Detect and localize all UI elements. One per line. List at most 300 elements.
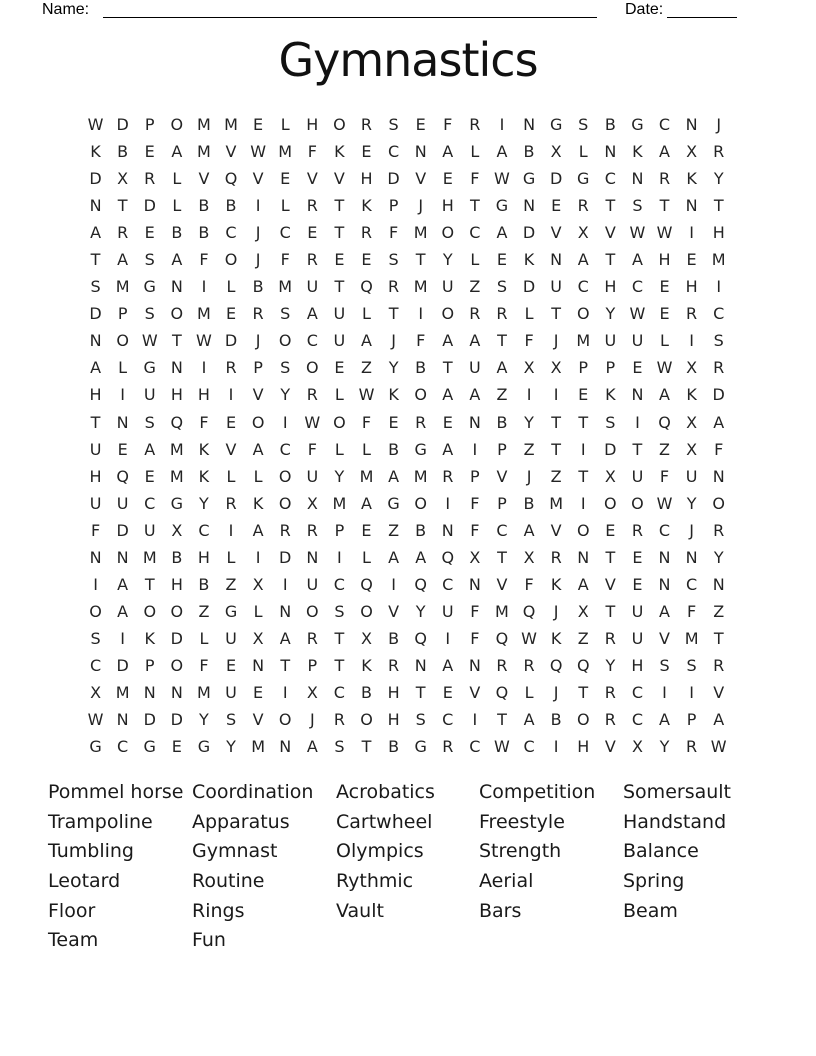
grid-cell: Q [414, 574, 427, 594]
grid-cell: E [659, 304, 670, 324]
grid-cell: E [442, 412, 453, 432]
grid-cell: F [90, 520, 101, 540]
grid-cell: C [333, 574, 345, 594]
grid-cell: X [550, 358, 562, 378]
grid-cell: O [576, 710, 590, 730]
grid-cell: X [577, 223, 589, 243]
grid-cell: D [170, 710, 183, 730]
grid-cell: O [278, 493, 292, 513]
word-list-column [192, 778, 313, 956]
grid-cell: L [470, 142, 480, 162]
grid-cell: A [469, 331, 481, 351]
word-list-item: Rythmic [336, 870, 414, 893]
grid-cell: I [282, 412, 288, 432]
grid-cell: C [387, 142, 400, 162]
grid-cell: G [143, 358, 156, 378]
grid-cell: L [199, 628, 209, 648]
grid-cell: B [171, 547, 183, 567]
grid-cell: R [550, 547, 562, 567]
puzzle-title: Gymnastics [278, 33, 538, 87]
grid-cell: P [144, 115, 155, 134]
grid-cell: R [442, 737, 454, 757]
grid-cell: G [577, 169, 590, 189]
grid-cell: G [170, 493, 184, 513]
grid-cell: S [605, 412, 616, 432]
grid-cell: F [199, 412, 209, 432]
grid-cell: I [282, 574, 288, 594]
grid-cell: N [685, 547, 698, 567]
grid-cell: S [334, 737, 345, 757]
grid-cell: N [116, 412, 129, 432]
grid-cell: H [387, 682, 400, 702]
grid-cell: Y [199, 493, 209, 513]
grid-cell: U [469, 358, 481, 378]
grid-cell: O [441, 304, 455, 324]
grid-cell: L [280, 196, 290, 216]
grid-cell: R [577, 196, 589, 216]
grid-cell: E [334, 250, 345, 270]
grid-cell: E [361, 520, 372, 540]
grid-cell: I [337, 547, 342, 567]
word-list-item: Leotard [48, 870, 121, 893]
grid-cell: O [116, 331, 129, 351]
grid-cell: B [198, 196, 210, 216]
grid-cell: A [279, 628, 291, 648]
grid-cell: K [550, 574, 562, 594]
grid-cell: K [198, 466, 210, 486]
grid-cell: L [524, 304, 534, 324]
grid-cell: W [656, 223, 673, 243]
grid-cell: G [197, 737, 211, 757]
grid-cell: T [90, 412, 101, 432]
grid-cell: N [170, 682, 183, 702]
grid-cell: X [171, 520, 183, 540]
grid-cell: E [171, 737, 182, 757]
grid-cell: U [225, 628, 237, 648]
word-list-column [623, 778, 731, 926]
grid-cell: J [689, 520, 694, 540]
grid-cell: R [496, 304, 508, 324]
grid-cell: F [714, 439, 724, 459]
grid-cell: N [170, 277, 183, 297]
grid-cell: B [415, 520, 427, 540]
grid-cell: T [334, 196, 345, 216]
grid-cell: E [632, 358, 643, 378]
grid-cell: T [497, 547, 507, 567]
grid-cell: W [656, 358, 673, 378]
grid-cell: I [228, 520, 234, 540]
grid-cell: F [470, 628, 480, 648]
grid-cell: L [334, 385, 344, 405]
grid-cell: C [442, 710, 454, 730]
grid-cell: L [172, 196, 182, 216]
grid-cell: U [143, 520, 156, 540]
grid-cell: X [523, 358, 535, 378]
grid-cell: A [90, 358, 102, 378]
grid-cell: Y [713, 547, 724, 567]
grid-cell: L [280, 115, 290, 134]
grid-cell: A [90, 223, 102, 243]
grid-cell: W [250, 142, 267, 162]
grid-cell: W [87, 115, 104, 134]
grid-cell: L [362, 547, 371, 567]
grid-cell: G [414, 439, 427, 459]
grid-cell: T [551, 412, 562, 432]
grid-cell: I [391, 574, 396, 594]
grid-cell: Y [199, 710, 209, 730]
grid-cell: D [522, 277, 536, 297]
grid-cell: A [713, 412, 725, 432]
grid-cell: M [142, 547, 157, 567]
grid-cell: O [604, 493, 617, 513]
grid-cell: T [713, 196, 724, 216]
grid-cell: B [252, 277, 264, 297]
grid-cell: X [306, 493, 318, 513]
grid-cell: S [713, 331, 724, 351]
grid-cell: V [496, 574, 508, 594]
grid-cell: G [495, 196, 509, 216]
grid-cell: N [604, 142, 617, 162]
grid-cell: I [282, 682, 288, 702]
grid-cell: R [604, 628, 616, 648]
grid-cell: W [521, 628, 537, 648]
grid-cell: Y [415, 601, 426, 621]
grid-cell: A [144, 439, 156, 459]
grid-cell: I [526, 385, 532, 405]
grid-cell: N [170, 358, 183, 378]
grid-cell: T [497, 331, 507, 351]
grid-cell: E [415, 115, 426, 134]
grid-cell: X [523, 547, 535, 567]
grid-cell: X [686, 358, 698, 378]
grid-cell: V [225, 142, 237, 162]
grid-cell: X [550, 142, 562, 162]
grid-cell: I [472, 710, 478, 730]
grid-cell: W [494, 737, 510, 757]
grid-cell: I [201, 277, 207, 297]
grid-cell: D [89, 169, 102, 189]
grid-cell: O [278, 466, 292, 486]
grid-cell: W [656, 493, 673, 513]
grid-cell: Z [523, 439, 535, 459]
grid-cell: R [306, 628, 318, 648]
grid-cell: L [524, 682, 534, 702]
grid-cell: C [144, 493, 156, 513]
grid-cell: D [224, 331, 238, 351]
grid-cell: X [252, 628, 264, 648]
grid-cell: D [522, 223, 536, 243]
grid-cell: Q [414, 628, 427, 648]
grid-cell: R [225, 358, 237, 378]
grid-cell: N [414, 142, 427, 162]
grid-cell: Y [605, 655, 616, 675]
grid-cell: Y [388, 358, 399, 378]
grid-cell: A [496, 223, 508, 243]
grid-cell: T [578, 412, 589, 432]
grid-cell: S [90, 628, 101, 648]
grid-cell: P [497, 493, 507, 513]
grid-cell: T [632, 439, 643, 459]
grid-cell: R [144, 169, 156, 189]
grid-cell: Z [496, 385, 508, 405]
grid-cell: M [711, 250, 726, 270]
grid-cell: J [255, 331, 261, 351]
grid-cell: B [198, 574, 210, 594]
grid-cell: I [499, 115, 505, 134]
grid-cell: F [470, 493, 480, 513]
grid-cell: A [442, 439, 454, 459]
grid-cell: A [442, 331, 454, 351]
grid-cell: C [631, 710, 643, 730]
grid-cell: O [170, 304, 184, 324]
grid-cell: S [659, 655, 670, 675]
grid-cell: U [631, 466, 644, 486]
grid-cell: R [713, 655, 725, 675]
grid-cell: K [90, 142, 101, 162]
grid-cell: N [523, 196, 536, 216]
grid-cell: A [117, 574, 129, 594]
grid-cell: U [441, 601, 454, 621]
grid-cell: M [413, 466, 428, 486]
grid-cell: K [632, 142, 643, 162]
grid-cell: E [442, 169, 453, 189]
grid-cell: E [334, 358, 345, 378]
grid-cell: H [441, 196, 454, 216]
grid-cell: D [279, 547, 292, 567]
grid-cell: F [199, 655, 209, 675]
grid-cell: T [659, 196, 670, 216]
grid-cell: Y [442, 250, 453, 270]
grid-cell: I [255, 547, 261, 567]
grid-cell: R [713, 142, 725, 162]
grid-cell: L [334, 439, 344, 459]
grid-cell: O [278, 331, 292, 351]
grid-cell: F [361, 412, 372, 432]
grid-cell: K [144, 628, 155, 648]
grid-cell: W [87, 710, 104, 730]
grid-cell: X [117, 169, 129, 189]
grid-cell: P [144, 655, 155, 675]
grid-cell: A [496, 142, 508, 162]
grid-cell: R [388, 655, 400, 675]
grid-cell: F [307, 439, 317, 459]
word-list-item: Handstand [623, 810, 727, 833]
grid-cell: X [469, 547, 481, 567]
grid-cell: N [631, 169, 644, 189]
grid-cell: W [494, 169, 510, 189]
grid-cell: H [685, 277, 698, 297]
grid-cell: U [631, 601, 644, 621]
word-list-item: Strength [479, 840, 562, 863]
grid-cell: W [358, 385, 375, 405]
grid-cell: M [115, 277, 130, 297]
grid-cell: R [523, 655, 535, 675]
grid-cell: W [196, 331, 212, 351]
word-list-item: Rings [192, 899, 245, 922]
grid-cell: T [497, 710, 507, 730]
grid-cell: M [251, 737, 266, 757]
grid-cell: A [523, 520, 535, 540]
grid-cell: W [629, 304, 646, 324]
grid-cell: V [225, 439, 237, 459]
grid-cell: B [117, 142, 129, 162]
grid-cell: E [388, 412, 399, 432]
grid-cell: E [632, 574, 643, 594]
grid-cell: C [631, 277, 643, 297]
grid-cell: T [388, 304, 399, 324]
grid-cell: V [252, 169, 264, 189]
grid-cell: B [360, 682, 372, 702]
grid-cell: Y [524, 412, 534, 432]
word-list-item: Spring [623, 870, 685, 893]
grid-cell: M [413, 223, 428, 243]
grid-cell: I [689, 223, 694, 243]
grid-cell: M [278, 277, 293, 297]
grid-cell: S [415, 710, 426, 730]
grid-cell: T [334, 277, 345, 297]
grid-cell: H [197, 547, 210, 567]
grid-cell: U [143, 385, 156, 405]
grid-cell: A [388, 547, 400, 567]
grid-cell: T [415, 682, 426, 702]
grid-cell: P [334, 520, 345, 540]
grid-cell: A [306, 737, 318, 757]
grid-cell: H [577, 737, 590, 757]
grid-cell: I [635, 412, 640, 432]
grid-cell: R [442, 466, 454, 486]
name-blank-line [103, 0, 597, 18]
grid-cell: V [604, 223, 616, 243]
grid-cell: B [550, 710, 562, 730]
grid-cell: E [117, 439, 128, 459]
grid-cell: S [388, 115, 399, 134]
grid-cell: A [361, 331, 372, 351]
word-list-item: Coordination [192, 781, 314, 803]
grid-cell: A [117, 601, 129, 621]
grid-cell: C [333, 682, 345, 702]
grid-cell: O [278, 710, 292, 730]
grid-cell: K [388, 385, 399, 405]
grid-cell: L [118, 358, 128, 378]
grid-cell: Q [441, 547, 455, 567]
grid-cell: U [604, 331, 617, 351]
grid-cell: B [388, 439, 400, 459]
grid-cell: U [225, 682, 237, 702]
grid-cell: S [578, 115, 589, 134]
grid-cell: K [334, 142, 345, 162]
grid-cell: O [143, 601, 157, 621]
grid-cell: T [361, 737, 372, 757]
grid-cell: M [576, 331, 591, 351]
grid-cell: M [278, 142, 293, 162]
word-list-item: Cartwheel [336, 810, 433, 833]
word-list-item: Trampoline [48, 810, 153, 833]
grid-cell: R [306, 520, 318, 540]
grid-cell: H [631, 655, 644, 675]
grid-cell: A [117, 250, 129, 270]
grid-cell: Q [522, 601, 536, 621]
grid-cell: H [197, 385, 210, 405]
grid-cell: I [93, 574, 98, 594]
grid-cell: K [523, 250, 535, 270]
grid-cell: U [89, 439, 102, 459]
grid-cell: P [253, 358, 263, 378]
word-list-item: Vault [336, 899, 384, 922]
grid-cell: A [496, 358, 508, 378]
grid-cell: I [553, 385, 559, 405]
grid-cell: T [334, 223, 345, 243]
grid-cell: T [442, 358, 453, 378]
grid-cell: V [604, 574, 616, 594]
grid-cell: N [441, 520, 454, 540]
grid-cell: F [307, 142, 317, 162]
word-list-item: Fun [192, 929, 226, 952]
grid-cell: L [253, 466, 263, 486]
grid-cell: I [255, 196, 261, 216]
grid-cell: D [116, 655, 129, 675]
grid-cell: R [306, 385, 318, 405]
grid-cell: A [442, 385, 454, 405]
grid-cell: O [224, 250, 238, 270]
grid-cell: N [685, 115, 698, 134]
grid-cell: G [224, 601, 238, 621]
grid-cell: O [631, 493, 644, 513]
date-label: Date: [625, 1, 664, 18]
grid-cell: N [550, 250, 563, 270]
grid-cell: J [553, 331, 559, 351]
grid-cell: M [495, 601, 509, 621]
grid-cell: Z [550, 466, 562, 486]
grid-cell: E [225, 412, 237, 432]
grid-cell: I [553, 737, 559, 757]
grid-cell: A [713, 710, 725, 730]
grid-cell: I [445, 628, 451, 648]
grid-cell: X [686, 412, 698, 432]
grid-cell: O [170, 601, 184, 621]
grid-cell: M [169, 439, 184, 459]
grid-cell: X [686, 142, 698, 162]
grid-cell: E [225, 304, 237, 324]
grid-cell: D [712, 385, 725, 405]
grid-cell: E [144, 223, 155, 243]
grid-cell: S [90, 277, 101, 297]
grid-cell: E [253, 115, 264, 134]
grid-cell: W [304, 412, 321, 432]
grid-cell: B [198, 223, 210, 243]
grid-cell: Z [225, 574, 237, 594]
grid-cell: S [388, 250, 399, 270]
grid-cell: S [144, 304, 155, 324]
grid-cell: P [388, 196, 399, 216]
grid-cell: O [441, 223, 455, 243]
grid-cell: B [388, 628, 400, 648]
grid-cell: R [279, 520, 291, 540]
grid-cell: H [89, 385, 102, 405]
grid-cell: O [170, 655, 184, 675]
grid-cell: S [280, 358, 291, 378]
grid-cell: V [306, 169, 318, 189]
grid-cell: P [686, 710, 697, 730]
grid-cell: T [469, 196, 480, 216]
grid-cell: V [713, 682, 725, 702]
grid-cell: D [116, 115, 129, 134]
grid-cell: R [252, 304, 264, 324]
grid-cell: O [576, 520, 590, 540]
grid-cell: F [280, 250, 290, 270]
grid-cell: S [144, 250, 155, 270]
grid-cell: Q [224, 169, 238, 189]
grid-cell: N [279, 737, 292, 757]
